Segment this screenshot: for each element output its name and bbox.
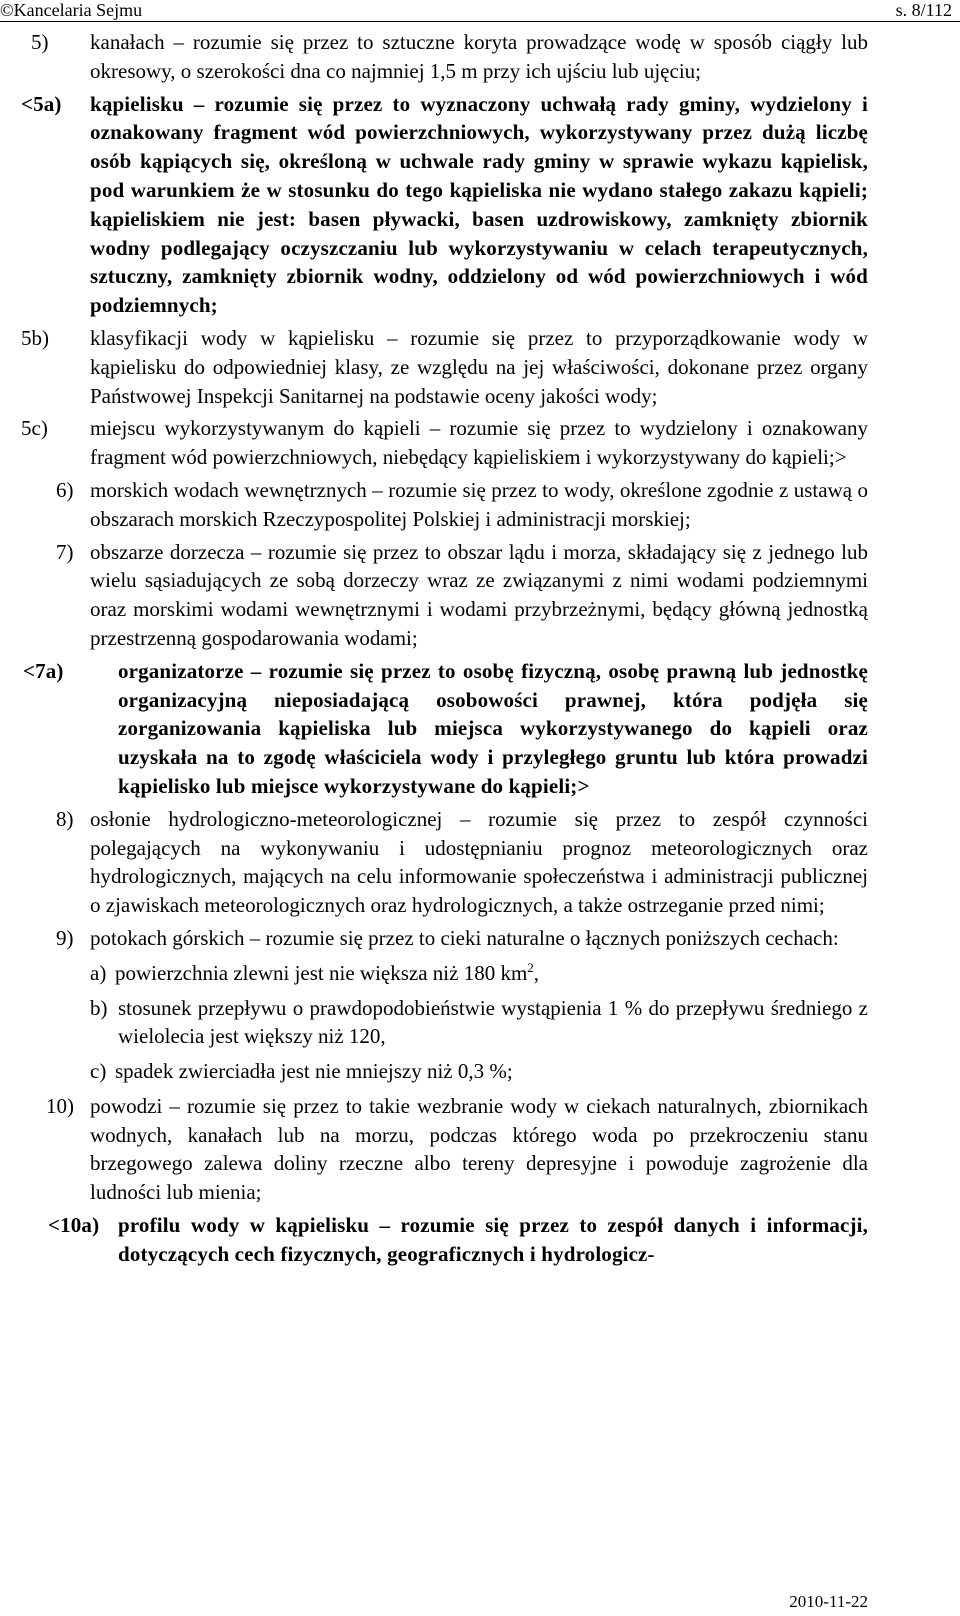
definition-item-8 [0,805,960,920]
superscript-2: 2 [527,959,534,975]
page-number: s. 8/112 [895,0,952,20]
item-text-tail: , [533,960,540,985]
definition-item-5b [0,324,960,410]
item-number: 6) [56,477,74,502]
definition-item-9 [0,924,960,953]
item-number: <5a) [21,91,62,116]
definition-item-7a [0,657,960,801]
item-number: 5b) [21,325,49,350]
subitem-letter: c) [90,1059,107,1084]
subitem-letter: a) [90,960,107,985]
definition-item-7 [0,538,960,653]
definition-item-5c [0,414,960,472]
item-text: obszarze dorzecza – rozumie się przez to obszar lądu i morza, składający się z jednego lub wielu sąsiadujących ze sobą dorzeczy wraz ze związanymi z nimi wodami podziemnymi oraz morskimi wodami wewnętrznymi i wodami przybrzeżnymi, będący główną jednostką przestrzenną gospodarowania wodami; [90,539,868,650]
item-text: miejscu wykorzystywanym do kąpieli – rozumie się przez to wydzielony i oznakowany fragment wód powierzchniowych, niebędący kąpieliskiem i wykorzystywany do kąpieli;> [90,416,868,470]
item-number: <10a) [48,1213,100,1238]
item-text: osłonie hydrologiczno-meteorologicznej – rozumie się przez to zespół czynności polegających na wykonywaniu i udostępnianiu prognoz meteorologicznych oraz hydrologicznych, mających na celu informowanie społeczeństwa i administracji publicznej o zjawiskach meteorologicznych oraz hydrologicznych, a także ostrzeganie przed nimi; [90,806,868,918]
item-number: <7a) [23,658,64,683]
item-text: kąpielisku – rozumie się przez to wyznaczony uchwałą rady gminy, wydzielony i oznakowany fragment wód powierzchniowych, wykorzystywany przez dużą liczbę osób kąpiących się, określoną w uchwale rady gminy w sprawie wykazu kąpielisk, pod warunkiem że w stosunku do tego kąpieliska nie wydano stałego zakazu kąpieli; kąpieliskiem nie jest: basen pływacki, basen uzdrowiskowy, zamknięty zbiornik wodny podlegający oczyszczaniu lub wykorzystywaniu w celach terapeutycznych, sztuczny, zamknięty zbiornik wodny, oddzielony od wód powierzchniowych i wód podziemnych; [90,91,868,318]
definition-item-10a [0,1211,960,1269]
item-text: stosunek przepływu o prawdopodobieństwie wystąpienia 1 % do przepływu średniego z wielolecia jest większy niż 120, [118,995,868,1049]
definition-item-5 [0,28,960,86]
source-label: ©Kancelaria Sejmu [0,0,143,20]
item-number: 7) [56,539,74,564]
item-number: 8) [56,806,74,831]
item-text: organizatorze – rozumie się przez to osobę fizyczną, osobę prawną lub jednostkę organizacyjną nieposiadającą osobowości prawnej, która podjęła się zorganizowania kąpieliska lub miejsca wykorzystywanego do kąpieli oraz uzyskała na to zgodę właściciela wody i przyległego gruntu lub która prowadzi kąpielisko lub miejsce wykorzystywane do kąpieli;> [118,658,868,798]
item-number: 5) [31,30,49,54]
document-date: 2010-11-22 [789,1592,868,1611]
item-number: 9) [56,925,74,950]
item-number: 5c) [21,416,48,441]
item-text: morskich wodach wewnętrznych – rozumie się przez to wody, określone zgodnie z ustawą o obszarach morskich Rzeczypospolitej Polskiej i administracji morskiej; [90,477,868,531]
subitem-c [0,1057,960,1086]
item-text: klasyfikacji wody w kąpielisku – rozumie się przez to przyporządkowanie wody w kąpielisku do odpowiedniej klasy, ze względu na jej właściwości, dokonane przez organy Państwowej Inspekcji Sanitarnej na podstawie oceny jakości wody; [90,325,868,408]
item-number: 10) [46,1093,74,1118]
item-text: powodzi – rozumie się przez to takie wezbranie wody w ciekach naturalnych, zbiornikach wodnych, kanałach lub na morzu, podczas którego woda po przekroczeniu stanu brzegowego zalewa doliny rzeczne albo tereny depresyjne i powoduje zagrożenie dla ludności lub mienia; [90,1093,868,1205]
subitem-b [0,994,960,1052]
definition-item-5a [0,90,960,320]
subitem-a [0,959,960,988]
definition-item-6 [0,476,960,534]
item-text: spadek zwierciadła jest nie mniejszy niż 0,3 %; [115,1059,513,1084]
item-text: potokach górskich – rozumie się przez to cieki naturalne o łącznych poniższych cechach: [90,925,839,950]
document-body [0,28,960,1273]
item-text: profilu wody w kąpielisku – rozumie się przez to zespół danych i informacji, dotyczących cech fizycznych, geograficznych i hydrologicz- [118,1213,868,1266]
page-header [0,0,960,22]
subitem-letter: b) [90,995,108,1020]
item-text: kanałach – rozumie się przez to sztuczne koryta prowadzące wodę w sposób ciągły lub okresowy, o szerokości dna co najmniej 1,5 m przy ich ujściu lub ujęciu; [90,30,868,83]
item-text [115,959,868,988]
item-text-main: powierzchnia zlewni jest nie większa niż 180 km [115,960,528,985]
header-divider [0,21,960,22]
definition-item-10 [0,1092,960,1207]
